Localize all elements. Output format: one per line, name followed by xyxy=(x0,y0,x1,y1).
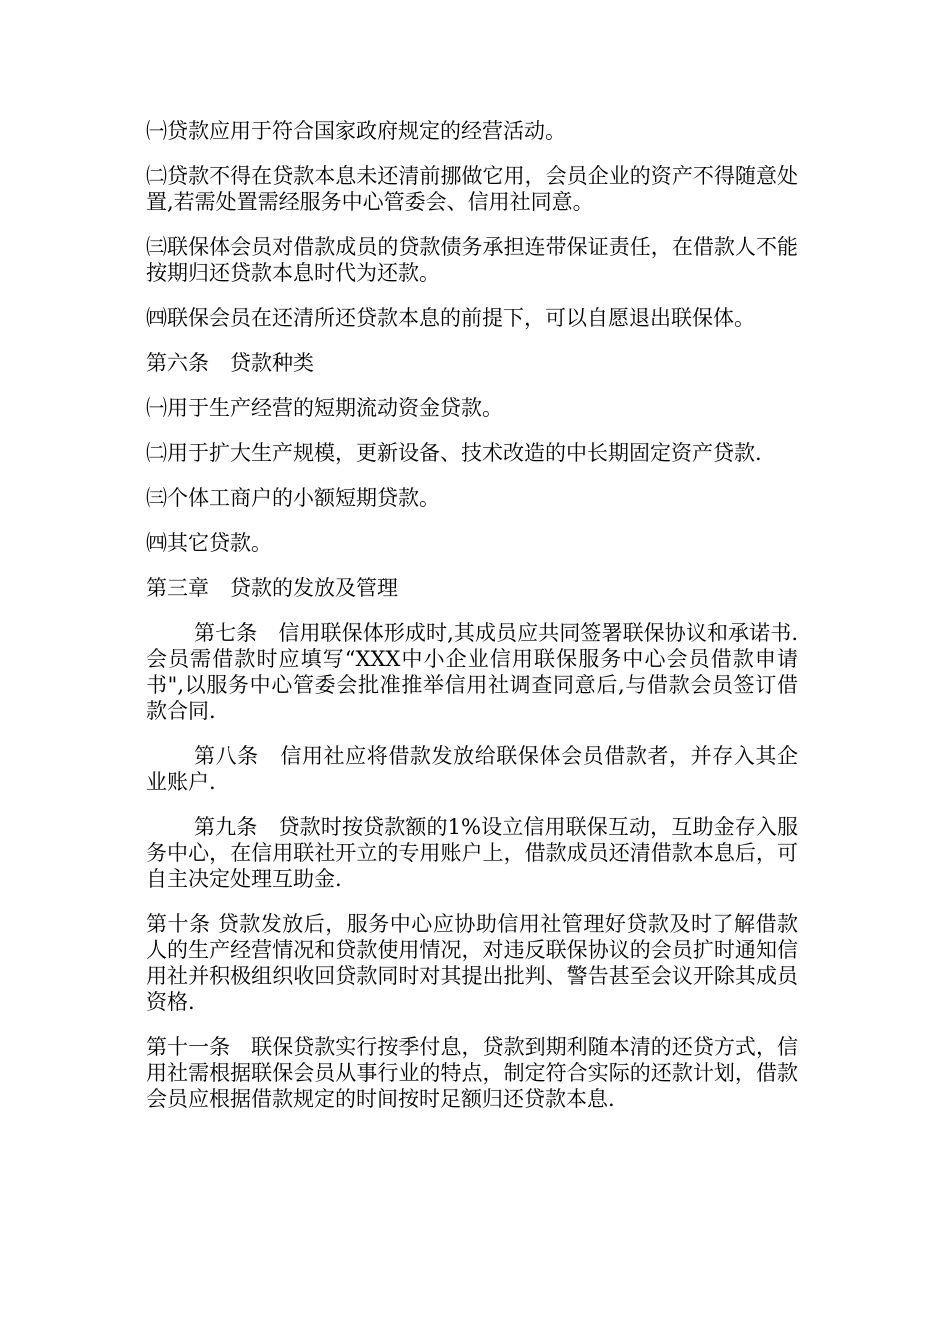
paragraph: 第十条 贷款发放后，服务中心应协助信用社管理好贷款及时了解借款人的生产经营情况和贷款使用情况，对违反联保协议的会员扩时通知信用社并积极组织收回贷款同时对其提出批判、警告甚至会议开除其成员资格. xyxy=(146,912,798,1014)
paragraph: ㈢联保体会员对借款成员的贷款债务承担连带保证责任，在借款人不能按期归还贷款本息时代为还款。 xyxy=(146,235,798,285)
paragraph: ㈡用于扩大生产规模，更新设备、技术改造的中长期固定资产贷款. xyxy=(146,441,762,465)
article-heading: 第六条 贷款种类 xyxy=(146,351,314,375)
paragraph: ㈠用于生产经营的短期流动资金贷款。 xyxy=(146,396,503,420)
paragraph: ㈣其它贷款。 xyxy=(146,531,272,555)
chapter-heading: 第三章 贷款的发放及管理 xyxy=(146,576,398,600)
paragraph: ㈢个体工商户的小额短期贷款。 xyxy=(146,486,440,510)
paragraph: ㈣联保会员在还清所还贷款本息的前提下，可以自愿退出联保体。 xyxy=(146,306,755,330)
document-page xyxy=(146,118,798,1131)
paragraph: 第八条 信用社应将借款发放给联保体会员借款者，并存入其企业账户. xyxy=(146,744,798,794)
paragraph: 第十一条 联保贷款实行按季付息，贷款到期利随本清的还贷方式，信用社需根据联保会员从事行业的特点，制定符合实际的还款计划，借款会员应根据借款规定的时间按时足额归还贷款本息. xyxy=(146,1035,798,1111)
paragraph: 第七条 信用联保体形成时,其成员应共同签署联保协议和承诺书.会员需借款时应填写“XXX中小企业信用联保服务中心会员借款申请书",以服务中心管委会批准推举信用社调查同意后,与借款会员签订借款合同. xyxy=(146,621,798,723)
paragraph: ㈠贷款应用于符合国家政府规定的经营活动。 xyxy=(146,119,566,143)
paragraph: ㈡贷款不得在贷款本息未还清前挪做它用，会员企业的资产不得随意处置,若需处置需经服务中心管委会、信用社同意。 xyxy=(146,164,798,214)
paragraph: 第九条 贷款时按贷款额的1%设立信用联保互动，互助金存入服务中心，在信用联社开立的专用账户上，借款成员还清借款本息后，可自主决定处理互助金. xyxy=(146,815,798,891)
